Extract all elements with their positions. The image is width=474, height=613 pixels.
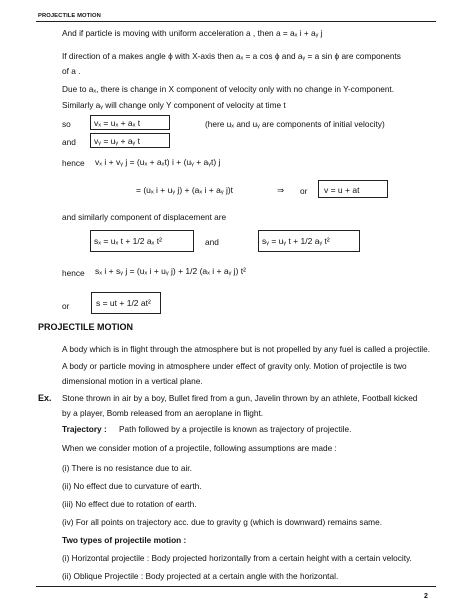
footer-rule <box>36 586 436 587</box>
trajectory-text: Path followed by a projectile is known as trajectory of projectile. <box>119 424 352 434</box>
example-line-2: by a player, Bomb released from an aeroplane in flight. <box>62 408 264 418</box>
running-header: PROJECTILE MOTION <box>38 13 101 19</box>
sx-equation: sₓ = uₓ t + 1/2 aₓ t² <box>94 236 162 246</box>
velocity-hence-equation: vₓ i + vᵧ j = (uₓ + aₓt) i + (uᵧ + aᵧt) j <box>95 157 221 167</box>
type-oblique: (ii) Oblique Projectile : Body projected at a certain angle with the horizontal. <box>62 571 339 581</box>
intro-line-5: Similarly aᵧ will change only Y component of velocity at time t <box>62 100 286 110</box>
assumption-4: (iv) For all points on trajectory acc. due to gravity g (which is downward) remains same. <box>62 517 383 527</box>
intro-line-1: And if particle is moving with uniform acceleration a , then a = aₓ i + aᵧ j <box>62 28 323 38</box>
page-number: 2 <box>424 593 428 600</box>
intro-line-4: Due to aₓ, there is change in X component of velocity only with no change in Y-component. <box>62 84 395 94</box>
implies-symbol: ⇒ <box>277 185 285 195</box>
sy-equation: sᵧ = uᵧ t + 1/2 aᵧ t² <box>262 236 330 246</box>
intro-line-2: If direction of a makes angle ϕ with X-axis then aₓ = a cos ϕ and aᵧ = a sin ϕ are components <box>62 51 401 61</box>
example-label: Ex. <box>38 393 52 403</box>
vx-equation: vₓ = uₓ + aₓ t <box>94 118 141 128</box>
para-1: A body which is in flight through the atmosphere but is not propelled by any fuel is called a projectile. <box>62 344 431 354</box>
or-label-2: or <box>62 301 70 311</box>
intro-line-3: of a . <box>62 66 81 76</box>
example-line-1: Stone thrown in air by a boy, Bullet fired from a gun, Javelin thrown by an athlete, Football kicked <box>62 393 418 403</box>
vy-equation: vᵧ = uᵧ + aᵧ t <box>94 136 140 146</box>
displacement-vector-equation: s = ut + 1/2 at² <box>96 298 151 308</box>
para-2a: A body or particle moving in atmosphere under effect of gravity only. Motion of projectile is two <box>62 361 407 371</box>
hence-label-2: hence <box>62 268 85 278</box>
assumption-2: (ii) No effect due to curvature of earth. <box>62 481 202 491</box>
or-label-1: or <box>300 186 308 196</box>
and-label-1: and <box>62 137 76 147</box>
and-label-2: and <box>205 237 219 247</box>
displacement-hence-equation: sₓ i + sᵧ j = (uₓ i + uᵧ j) + 1/2 (aₓ i + aᵧ j) t² <box>95 266 246 276</box>
displacement-intro: and similarly component of displacement are <box>62 212 227 222</box>
types-heading: Two types of projectile motion : <box>62 535 187 545</box>
assumptions-intro: When we consider motion of a projectile, following assumptions are made : <box>62 443 337 453</box>
header-rule <box>36 21 436 22</box>
assumption-3: (iii) No effect due to rotation of earth. <box>62 499 197 509</box>
initial-velocity-note: (here uₓ and uᵧ are components of initial velocity) <box>205 119 385 129</box>
trajectory-label: Trajectory : <box>62 424 107 434</box>
assumption-1: (i) There is no resistance due to air. <box>62 463 192 473</box>
hence-label-1: hence <box>62 158 85 168</box>
so-label: so <box>62 119 71 129</box>
type-horizontal: (i) Horizontal projectile : Body projected horizontally from a certain height with a certain velocity. <box>62 553 412 563</box>
velocity-sum-equation: = (uₓ i + uᵧ j) + (aₓ i + aᵧ j)t <box>136 185 234 195</box>
para-2b: dimensional motion in a vertical plane. <box>62 376 203 386</box>
velocity-vector-equation: v = u + at <box>324 185 360 195</box>
section-heading: PROJECTILE MOTION <box>38 322 134 332</box>
